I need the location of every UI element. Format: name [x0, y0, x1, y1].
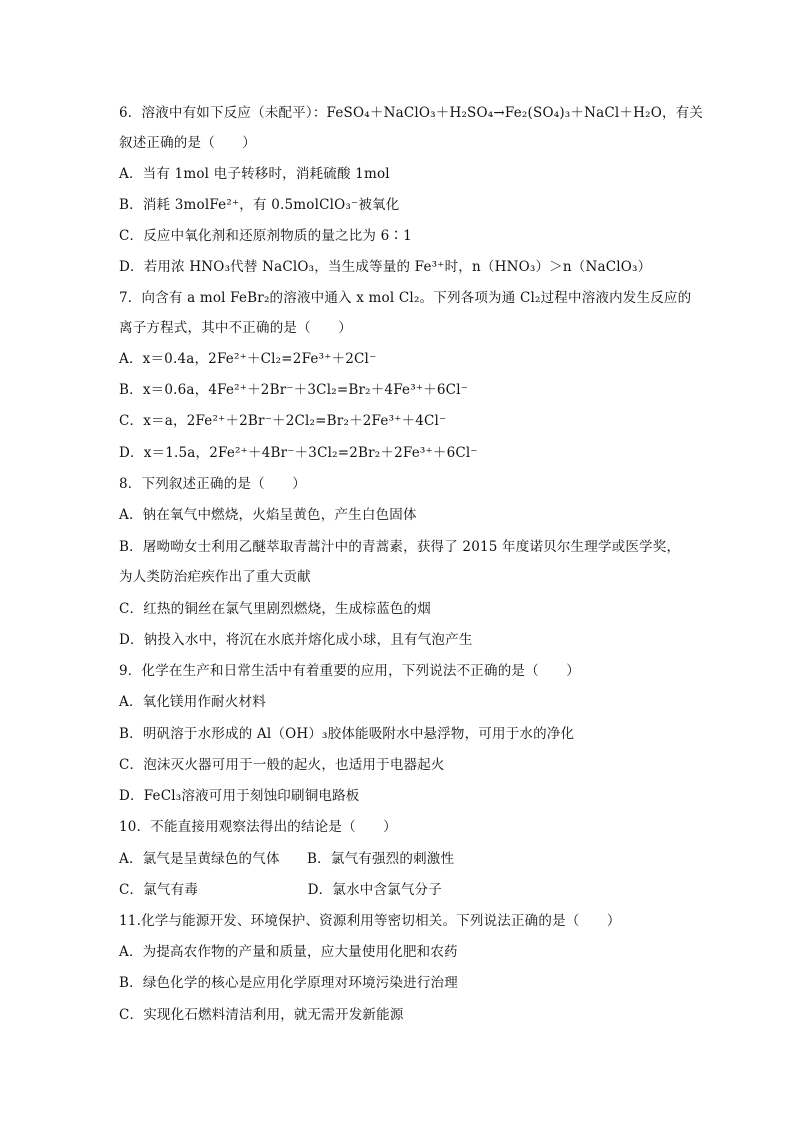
q6-option-c: C．反应中氧化剂和还原剂物质的量之比为 6∶1: [119, 228, 412, 244]
q7-stem-line1: 7．向含有 a mol FeBr₂的溶液中通入 x mol Cl₂。下列各项为通 Cl₂过程中溶液内发生反应的: [119, 290, 692, 306]
q11-option-c: C．实现化石燃料清洁利用，就无需开发新能源: [119, 1007, 404, 1023]
q6-option-d: D．若用浓 HNO₃代替 NaClO₃，当生成等量的 Fe³⁺时，n（HNO₃）＞n（NaClO₃）: [119, 259, 652, 275]
q8-option-a: A．钠在氧气中燃烧，火焰呈黄色，产生白色固体: [119, 507, 417, 523]
q10-options-line2: C．氯气有毒 D．氯水中含氯气分子: [119, 882, 442, 898]
q11-stem: 11.化学与能源开发、环境保护、资源利用等密切相关。下列说法正确的是（ ）: [119, 913, 621, 929]
q7-option-d: D．x＝1.5a，2Fe²⁺＋4Br⁻＋3Cl₂=2Br₂＋2Fe³⁺＋6Cl⁻: [119, 445, 478, 461]
q9-option-a: A．氧化镁用作耐火材料: [119, 694, 266, 710]
q11-option-b: B．绿色化学的核心是应用化学原理对环境污染进行治理: [119, 975, 458, 991]
q9-stem: 9．化学在生产和日常生活中有着重要的应用，下列说法不正确的是（ ）: [119, 663, 580, 679]
q9-option-b: B．明矾溶于水形成的 Al（OH）₃胶体能吸附水中悬浮物，可用于水的净化: [119, 726, 575, 742]
q7-option-b: B．x＝0.6a，4Fe²⁺＋2Br⁻＋3Cl₂=Br₂＋4Fe³⁺＋6Cl⁻: [119, 382, 469, 398]
q6-option-a: A．当有 1mol 电子转移时，消耗硫酸 1mol: [119, 166, 390, 182]
q6-stem-line2: 叙述正确的是（ ）: [119, 135, 256, 151]
q11-option-a: A．为提高农作物的产量和质量，应大量使用化肥和农药: [119, 944, 458, 960]
q9-option-c: C．泡沫灭火器可用于一般的起火，也适用于电器起火: [119, 757, 445, 773]
q7-option-a: A．x＝0.4a，2Fe²⁺＋Cl₂=2Fe³⁺＋2Cl⁻: [119, 351, 377, 367]
q6-option-b: B．消耗 3molFe²⁺，有 0.5molClO₃⁻被氧化: [119, 197, 400, 213]
q7-stem-line2: 离子方程式，其中不正确的是（ ）: [119, 320, 352, 336]
q8-option-b-line1: B．屠呦呦女士利用乙醚萃取青蒿汁中的青蒿素，获得了 2015 年度诺贝尔生理学或医学奖，: [119, 539, 681, 555]
q6-stem-line1: 6．溶液中有如下反应（未配平）：FeSO₄＋NaClO₃＋H₂SO₄→Fe₂(SO₄)₃＋NaCl＋H₂O，有关: [119, 105, 704, 121]
q10-stem: 10．不能直接用观察法得出的结论是（ ）: [119, 819, 397, 835]
q10-options-line1: A．氯气是呈黄绿色的气体 B．氯气有强烈的刺激性: [119, 851, 455, 867]
q8-stem: 8．下列叙述正确的是（ ）: [119, 476, 306, 492]
q7-option-c: C．x＝a，2Fe²⁺＋2Br⁻＋2Cl₂=Br₂＋2Fe³⁺＋4Cl⁻: [119, 413, 447, 429]
q8-option-b-line2: 为人类防治疟疾作出了重大贡献: [119, 569, 311, 585]
q8-option-c: C．红热的铜丝在氯气里剧烈燃烧，生成棕蓝色的烟: [119, 601, 431, 617]
q8-option-d: D．钠投入水中，将沉在水底并熔化成小球，且有气泡产生: [119, 632, 473, 648]
q9-option-d: D．FeCl₃溶液可用于刻蚀印刷铜电路板: [119, 788, 360, 804]
